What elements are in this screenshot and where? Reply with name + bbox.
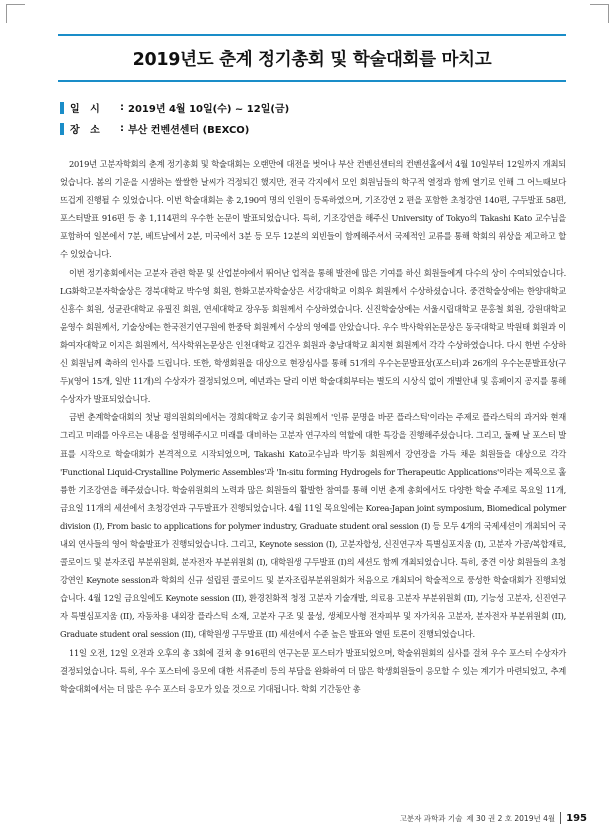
info-value: 부산 컨벤션센터 (BEXCO)	[128, 125, 250, 136]
paragraph: 11일 오전, 12일 오전과 오후의 총 3회에 걸쳐 총 916편의 연구논문 포스터가 발표되었으며, 학술위원회의 심사를 걸쳐 우수 포스터 수상자가 결정되었습니다. 특히, 우수 포스터에 응모에 대한 서류준비 등의 부담을 완화하여 더 많은 학생회원들이 응모할 수 있는 계기가 마련되었고, 추계 학술대회에서는 더 많은 우수 포스터 응모가 있을 것으로 기대됩니다. 학회 기간동안 총	[60, 647, 566, 694]
info-row-venue	[60, 118, 289, 139]
page-footer	[400, 812, 587, 824]
paragraph: 금번 춘계학술대회의 첫날 평의원회의에서는 경희대학교 송기국 회원께서 '인류 문명을 바꾼 플라스틱'이라는 주제로 플라스틱의 과거와 현재 그리고 미래를 아우르는 내용을 설명해주시고 미래를 대비하는 고분자 연구자의 역할에 대한 특강을 진행해주셨습니다. 그리고, 둘째 날 포스터 발표를 시작으로 학술대회가 본격적으로 시작되었으며, Takashi Kato교수님과 박기동 회원께서 강연장을 가득 채운 회원들을 대상으로 각각 'Functional Liquid-Crystalline Polymeric Assembles'과 'In-situ forming Hydrogels for Therapeutic Applications'이라는 제목으로 훌륭한 기조강연을 해주셨습니다. 학술위원회의 노력과 많은 회원들의 활발한 참여를 통해 이번 춘계 총회에서도 다양한 학술 주제로 목요일 11개, 금요일 11개의 세션에서 초청강연과 구두발표가 진행되었습니다. 4월 11일 목요일에는 Korea-Japan joint symposium, Biomedical polymer division (I), From basic to applications for polymer industry, Graduate student oral session (I) 등 모두 4개의 국제세션이 개최되어 국내외 연사들의 영어 학술발표가 진행되었습니다. 그리고, Keynote session (I), 고분자합성, 신진연구자 특별심포지움 (I), 고분자 가공/복합재료, 콜로이드 및 분자조립 부분위원회, 분자전자 부분위원회 (I), 대학원생 구두발표 (I)의 세션도 함께 개최되었습니다. 특히, 중견 이상 회원들의 초청강연인 Keynote session과 학회의 신규 설립된 콜로이드 및 분자조립부분위원회가 처음으로 개최되어 학술적으로 풍성한 학술대회가 진행되었습니다. 4월 12일 금요일에도 Keynote session (II), 환경친화적 청정 고분자 기술개발, 의료용 고분자 부분위원회 (II), 기능성 고분자, 신진연구자 특별심포지움 (II), 자동차용 내외장 플라스틱 소재, 고분자 구조 및 물성, 생체모사형 전자피부 및 자가치유 고분자, 분자전자 부분위원회 (II), Graduate student oral session (II), 대학원생 구두발표 (II) 세션에서 수준 높은 발표와 열띤 토론이 진행되었습니다.	[60, 412, 566, 640]
info-row-date	[60, 97, 289, 118]
paragraph: 2019년 고분자학회의 춘계 정기총회 및 학술대회는 오랜만에 대전을 벗어나 부산 컨벤션센터의 컨벤션홀에서 4월 10일부터 12일까지 개최되었습니다. 봄의 기운을 시샘하는 쌀쌀한 날씨가 걱정되긴 했지만, 전국 각지에서 모인 회원님들의 학구적 열정과 함께 열기로 인해 그 어느때보다 뜨겁게 진행될 수 있었습니다. 이번 학술대회는 총 2,190여 명의 인원이 등록하였으며, 기조강연 2 편을 포함한 초청강연 140편, 구두발표 58편, 포스터발표 916편 등 총 1,114편의 우수한 논문이 발표되었습니다. 특히, 기조강연을 해주신 University of Tokyo의 Takashi Kato 교수님을 포함하여 일본에서 7분, 베트남에서 2분, 미국에서 3분 등 모두 12분의 외빈들이 함께해주셔서 국제적인 교류를 통해 학회의 위상을 제고하고 할 수 있었습니다.	[60, 159, 566, 260]
info-label: 일 시	[70, 104, 100, 115]
info-bullet-bar	[60, 102, 64, 114]
page-title: 2019년도 춘계 정기총회 및 학술대회를 마치고	[132, 49, 492, 70]
page-number: 195	[566, 812, 587, 824]
info-value: 2019년 4월 10일(수) ~ 12일(금)	[128, 104, 290, 115]
info-colon: :	[120, 102, 124, 113]
article-body	[60, 155, 566, 698]
title-box	[58, 34, 566, 82]
corner-mark-right	[590, 4, 609, 23]
corner-mark-left	[6, 4, 25, 23]
footer-divider	[560, 812, 561, 824]
info-label: 장 소	[70, 125, 100, 136]
paragraph: 이번 정기총회에서는 고분자 관련 학문 및 산업분야에서 뛰어난 업적을 통해 발전에 많은 기여를 하신 회원들에게 다수의 상이 수여되었습니다. LG화학고분자학술상은 경북대학교 박수영 회원, 한화고분자학술상은 서강대학교 이희우 회원께서 수상하셨습니다. 중견학술상에는 한양대학교 신흥수 회원, 성균관대학교 유필진 회원, 연세대학교 장우동 회원께서 수상하였습니다. 신진학술상에는 서울시립대학교 문홍철 회원, 강원대학교 윤영수 회원께서, 기술상에는 한국전기연구원에 한중탁 회원께서 수상의 영예를 안았습니다. 우수 박사학위논문상은 동국대학교 박원태 회원과 이화여자대학교 이지은 회원께서, 석사학위논문상은 인천대학교 김건우 회원과 충남대학교 최지현 회원께서 각각 수상하였습니다. 다시 한번 수상하신 회원님께 축하의 인사를 드립니다. 또한, 학생회원을 대상으로 현장심사를 통해 51개의 우수논문발표상(포스터)과 26개의 우수논문발표상(구두)(영어 15개, 일반 11개)의 수상자가 결정되었으며, 예년과는 달리 이번 학술대회부터는 별도의 시상식 없이 개별안내 및 홈페이지 공지를 통해 수상자가 발표되었습니다.	[60, 267, 566, 405]
footer-issue: 제 30 권 2 호 2019년 4월	[466, 813, 556, 823]
footer-journal-name: 고분자 과학과 기술	[399, 813, 463, 823]
info-bullet-bar	[60, 123, 64, 135]
event-info	[60, 97, 289, 139]
info-colon: :	[120, 123, 124, 134]
